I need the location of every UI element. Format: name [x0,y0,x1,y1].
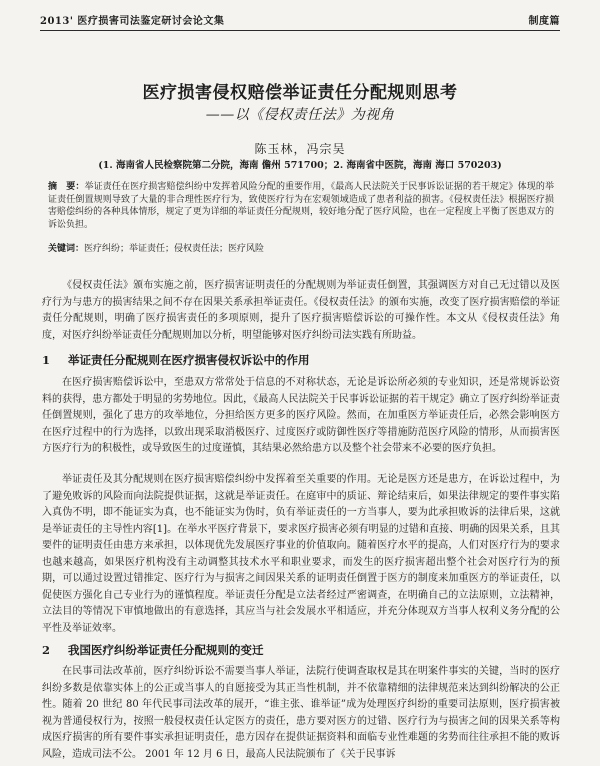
paragraph-section1-b: 举证责任及其分配规则在医疗损害赔偿纠纷中发挥着至关重要的作用。无论是医方还是患方，在诉讼过程中，为了避免败诉的风险而向法院提供证据，这就是举证责任。在庭审中的质证、辩论结束后，如果法律规定的要件事实陷入真伪不明，即不能证实为真，也不能证实为伪时，负有举证责任的一方当事人，要为此承担败诉的法律后果，这就是举证责任的主导性内容[1]。在举水平医疗背景下，要求医疗损害必须有明显的过错和直接、明确的因果关系，且其要件的证明责任由患方来承担，以体现优先发展医疗事业的价值取向。随着医疗水平的提高，人们对医疗行为的要求也越来越高，如果医疗机构没有主动调整其技术水平和职业要求，而发生的医疗损害超出整个社会对医疗行为的预期，可以通过设置过错推定、医疗行为与损害之间因果关系的证明责任倒置于医方的制度来加重医方的举证责任，以促使医方强化自己专业行为的谨慎程度。举证责任分配是立法者经过严密调查，在明确自己的立法原则，立法精神，立法目的等情况下审慎地做出的有意选择，其应当与社会发展水平相适应，并充分体现双方当事人权利义务分配的公平性及举证效率。 [42,474,560,634]
section-heading-2 [42,642,560,658]
section-number: 1 [42,353,51,367]
running-header-right: 制度篇 [528,16,560,27]
running-header [40,10,560,31]
keywords-text: 医疗纠纷；举证责任；侵权责任法；医疗风险 [84,244,265,254]
authors: 陈玉林，冯宗吴 [254,142,346,156]
paper-title: 医疗损害侵权赔偿举证责任分配规则思考 [142,83,458,103]
paper-subtitle: ——以《侵权责任法》为视角 [205,107,395,123]
paragraph-section1-a: 在医疗损害赔偿诉讼中，至患双方常常处于信息的不对称状态，无论是诉讼所必须的专业知识，还是常规诉讼资料的获得，患方都处于明显的劣势地位。因此，《最高人民法院关于民事诉讼证据的若干规定》确立了医疗纠纷举证责任倒置规则，强化了患方的攻举地位，分担给医方更多的医疗风险。然而，在加重医方举证责任后，必然会影响医方在医疗过程中的行为选择，以致出现采取消极医疗、过度医疗或防御性医疗等措施防范医疗风险的情形，从而损害医方医疗行为的积极性，或导致医生的过度谨慎，其结果必然给患方以及整个社会带来不必要的医疗负担。 [42,377,560,454]
affiliation: (1. 海南省人民检察院第二分院，海南 儋州 571700；2. 海南省中医院，海南 海口 570203) [98,160,502,171]
abstract-text: 举证责任在医疗损害赔偿纠纷中发挥着风险分配的重要作用，《最高人民法院关于民事诉讼证据的若干规定》体现的举证责任倒置规则导致了大量的非合理性医疗行为，致使医疗行为在宏观领域造成了患者利益的损害。《侵权责任法》根据医疗损害赔偿纠纷的各种具体情形，规定了更为详细的举证责任分配规则，较好地分配了医疗风险，也在一定程度上平衡了医患双方的诉讼负担。 [48,182,554,230]
running-header-left: 2013' 医疗损害司法鉴定研讨会论文集 [40,16,225,27]
keywords-label: 关键词： [48,244,85,254]
abstract [48,181,554,231]
section-number: 2 [42,643,51,657]
section-title: 举证责任分配规则在医疗损害侵权诉讼中的作用 [68,353,310,367]
paragraph-intro: 《侵权责任法》颁布实施之前，医疗损害证明责任的分配规则为举证责任倒置，其强调医方对自己无过错以及医疗行为与患方的损害结果之间不存在因果关系承担举证责任。《侵权责任法》的颁布实施，改变了医疗损害赔偿的举证责任分配规则，明确了医疗损害责任的多项原则，提升了医疗损害赔偿诉讼的可操作性。本文从《侵权责任法》角度，对医疗纠纷举证责任分配规则加以分析，明望能够对医疗纠纷司法实践有所助益。 [42,280,560,341]
paragraph-section2: 在民事司法改革前，医疗纠纷诉讼不需要当事人举证，法院行使调查取权是其在明案件事实的关键，当时的医疗纠纷多数是依靠实体上的公正或当事人的自愿接受为其正当性机制，并不依靠精细的法律规范来达到纠纷解决的公正性。随着 20 世纪 80 年代民事司法改革的展开，“谁主张、谁举证”成为处理医疗纠纷的重要司法原则，医疗损害被视为普通侵权行为，按照一般侵权责任认定医方的责任，患方要对医方的过错、医疗行为与损害之间的因果关系等构成医疗损害的所有要件事实承担证明责任，患方因存在提供证据资料和面临专业性难题的劣势而往往承担不能的败诉风险，造成司法不公。 2001 年 12 月 6 日，最高人民法院颁布了《关于民事诉 [42,666,560,760]
keywords [48,243,554,255]
abstract-label: 摘 要： [48,182,85,192]
section-heading-1 [42,352,560,368]
section-title: 我国医疗纠纷举证责任分配规则的变迁 [68,643,264,657]
